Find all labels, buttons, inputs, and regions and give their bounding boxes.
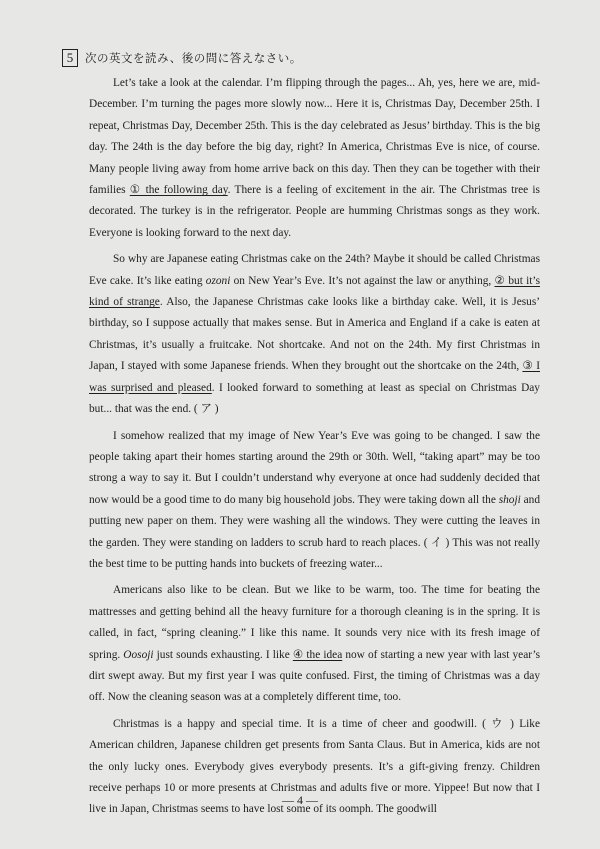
passage-text: I somehow realized that my image of New Year’s Eve was going to be changed. I saw the people taking apart their homes starting around the 29th or 30th. Well, “taking apart” may be too strong a way to say it. But I couldn’t understand why everyone at once had suddenly decided that now would be a good time to do many big household jobs. They were taking down all the xyxy=(89,429,540,506)
italic-term: ozoni xyxy=(205,274,231,287)
italic-term: shoji xyxy=(498,493,521,506)
passage-paragraph xyxy=(89,580,540,708)
question-instruction: 次の英文を読み、後の問に答えなさい。 xyxy=(85,51,302,65)
passage-text: So why are Japanese eating Christmas cake on the 24th? Maybe it should be called Christmas Eve cake. It’s like eating xyxy=(89,253,540,287)
passage-text: on New Year’s Eve. It’s not against the law or anything, xyxy=(230,274,495,287)
passage-text: Let’s take a look at the calendar. I’m flipping through the pages... Ah, yes, here we are, mid-December. I’m turning the pages more slowly now... Here it is, Christmas Day, December 25th. I repeat, Christmas Day, December 25th. This is the day celebrated as Jesus’ birthday. This is the big day. The 24th is the day before the big day, right? In America, Christmas Eve is nice, of course. Many people living away from home arrive back on this day. Then they can be together with their families xyxy=(89,77,540,197)
passage-text: . Also, the Japanese Christmas cake looks like a birthday cake. Well, it is Jesus’ birthday, so I suppose actually that makes sense. But in America and England if a cake is eaten at Christmas, it’s usually a fruitcake. Not shortcake. And not on the 24th. My first Christmas in Japan, I stayed with some Japanese friends. When they brought out the shortcake on the 24th, xyxy=(89,296,541,373)
passage-paragraph xyxy=(89,426,540,576)
passage-text: Americans also like to be clean. But we like to be warm, too. The time for beating the mattresses and getting behind all the heavy furniture for a thorough cleaning is in the spring. It is called, in fact, “spring cleaning.” I like this name. It sounds very nice with its fresh image of spring. xyxy=(89,584,540,661)
passage-text: . There is a feeling of excitement in the air. The Christmas tree is decorated. The turkey is in the refrigerator. People are humming Christmas songs as they work. Everyone is looking forward to the next day. xyxy=(89,184,540,239)
passage-paragraph xyxy=(89,73,540,244)
italic-term: Oosoji xyxy=(123,648,154,661)
passage-text: now of starting a new year with last year’s dirt swept away. But my first year I was quite confused. First, the timing of Christmas was a day off. Now the cleaning season was at a completely different time, too. xyxy=(89,648,541,704)
reading-passage xyxy=(89,73,540,821)
underlined-phrase: ② but it’s kind of strange xyxy=(89,274,540,309)
underlined-phrase: ④ the idea xyxy=(292,648,343,661)
question-header xyxy=(62,49,302,67)
passage-paragraph xyxy=(89,249,540,420)
underlined-phrase: ① the following day xyxy=(129,184,228,197)
underlined-phrase: ③ I was surprised and pleased xyxy=(89,360,540,394)
question-number-box: 5 xyxy=(62,49,78,67)
passage-text: . I looked forward to something at least as special on Christmas Day but... that was the end. ( ア ) xyxy=(89,381,540,416)
passage-text: and putting new paper on them. They were washing all the windows. They were cutting the leaves in the garden. They were standing on ladders to scrub hard to reach places. ( イ ) This was not really the best time to be putting hands into buckets of freezing water... xyxy=(89,493,540,570)
page-number: — 4 — xyxy=(282,793,318,807)
passage-text: just sounds exhausting. I like xyxy=(153,648,293,661)
passage-text: Christmas is a happy and special time. It is a time of cheer and goodwill. ( ウ ) Like American children, Japanese children get presents from Santa Claus. But in America, kids are not the only lucky ones. Everybody gives everybody presents. It’s a gift-giving frenzy. Children receive perhaps 10 or more presents at Christmas and adults five or more. Yippee! But now that I live in Japan, Christmas seems to have lost some of its oomph. The goodwill xyxy=(89,717,540,816)
